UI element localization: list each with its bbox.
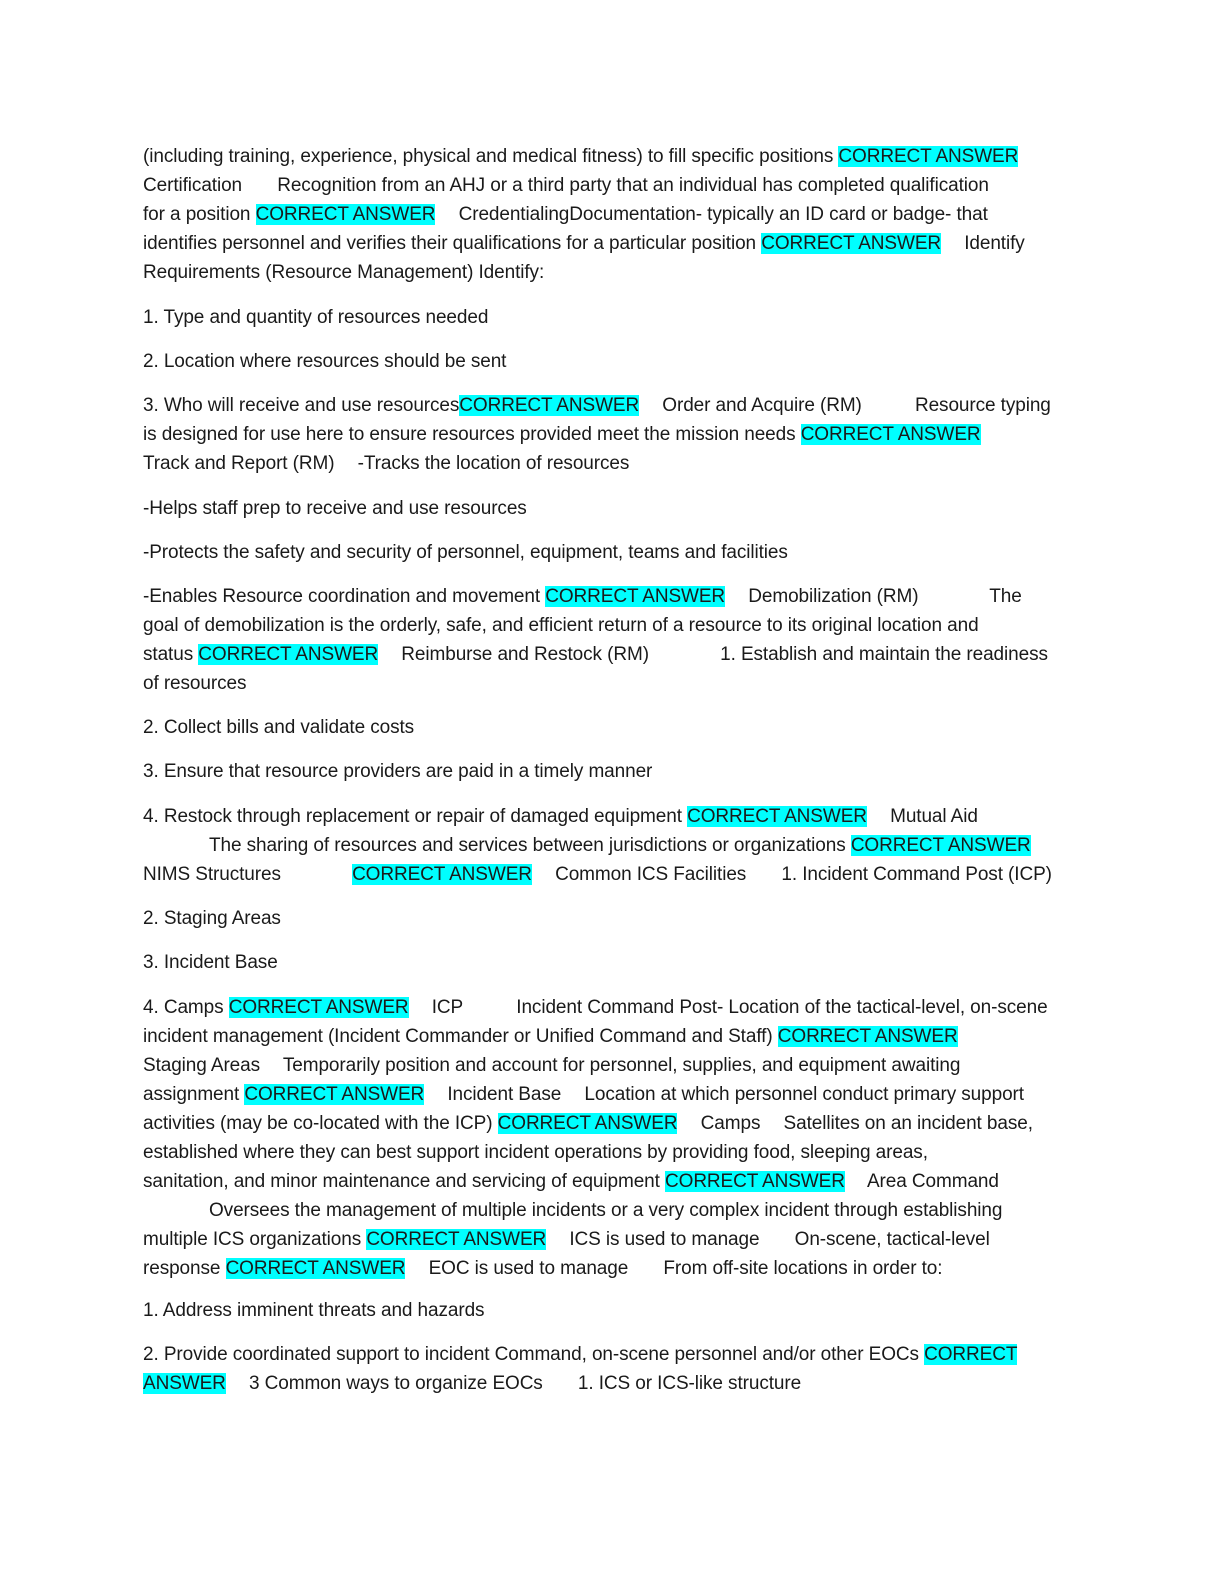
correct-answer-highlight: ANSWER — [143, 1373, 226, 1394]
definition: Oversees the management of multiple incidents or a very complex incident through establishing — [209, 1200, 1003, 1221]
text: (including training, experience, physical and medical fitness) to fill specific positions — [143, 146, 834, 167]
term-incident-base: Incident Base — [447, 1084, 562, 1105]
term-demobilization: Demobilization (RM) — [748, 586, 919, 607]
correct-answer-highlight: CORRECT ANSWER — [352, 864, 532, 885]
list-item: 1. Address imminent threats and hazards — [143, 1300, 485, 1321]
definition: sanitation, and minor maintenance and servicing of equipment — [143, 1171, 660, 1192]
term-mutual-aid: Mutual Aid — [890, 806, 978, 827]
correct-answer-highlight: CORRECT ANSWER — [225, 1258, 406, 1279]
paragraph-mutual-aid — [143, 802, 1078, 889]
text: Requirements (Resource Management) — [143, 262, 474, 283]
definition: incident management (Incident Commander or Unified Command and Staff) — [143, 1026, 773, 1047]
definition: On-scene, tactical-level — [794, 1229, 990, 1250]
correct-answer-highlight: CORRECT ANSWER — [777, 1026, 958, 1047]
term-order-acquire: Order and Acquire (RM) — [662, 395, 862, 416]
correct-answer-highlight: CORRECT ANSWER — [459, 395, 640, 416]
definition: assignment — [143, 1084, 240, 1105]
list-item: 2. Staging Areas — [143, 908, 281, 929]
list-item: 1. ICS or ICS-like structure — [577, 1373, 802, 1394]
paragraph-demobilization — [143, 582, 1078, 698]
term-certification: Certification — [143, 175, 243, 196]
definition: Temporarily position and account for personnel, supplies, and equipment awaiting — [282, 1055, 961, 1076]
correct-answer-highlight: CORRECT ANSWER — [687, 806, 867, 827]
list-item: 1. Incident Command Post (ICP) — [781, 864, 1052, 885]
correct-answer-highlight: CORRECT ANSWER — [838, 146, 1019, 167]
definition: established where they can best support incident operations by providing food, sleeping areas, — [143, 1142, 928, 1163]
text: status — [143, 644, 194, 665]
term-track-report: Track and Report (RM) — [143, 453, 335, 474]
definition: multiple ICS organizations — [143, 1229, 362, 1250]
text: for a position — [143, 204, 251, 225]
definition: Resource typing — [914, 395, 1051, 416]
definition: Recognition from an AHJ or a third party that an individual has completed qualification — [277, 175, 989, 196]
list-item: 2. Provide coordinated support to incident Command, on-scene personnel and/or other EOCs — [143, 1344, 919, 1365]
correct-answer-highlight: CORRECT ANSWER — [255, 204, 436, 225]
correct-answer-highlight: CORRECT ANSWER — [244, 1084, 425, 1105]
correct-answer-highlight: CORRECT ANSWER — [497, 1113, 678, 1134]
definition: goal of demobilization is the orderly, safe, and efficient return of a resource to its original location and — [143, 615, 979, 636]
term-nims-structures: NIMS Structures — [143, 864, 281, 885]
list-item: 3. Incident Base — [143, 952, 278, 973]
paragraph-eoc — [143, 1340, 1078, 1398]
correct-answer-highlight: CORRECT ANSWER — [761, 233, 942, 254]
term-eoc-manage: EOC is used to manage — [428, 1258, 629, 1279]
definition: is designed for use here to ensure resources provided meet the mission needs — [143, 424, 796, 445]
term-identify: Identify — [964, 233, 1025, 254]
correct-answer-highlight: CORRECT — [924, 1344, 1018, 1365]
correct-answer-highlight: CORRECT ANSWER — [665, 1171, 845, 1192]
list-item: -Helps staff prep to receive and use resources — [143, 498, 527, 519]
correct-answer-highlight: CORRECT ANSWER — [228, 997, 409, 1018]
definition: -Tracks the location of resources — [357, 453, 630, 474]
paragraph-qualification — [143, 142, 1078, 287]
text: of resources — [143, 673, 247, 694]
definition: response — [143, 1258, 221, 1279]
correct-answer-highlight: CORRECT ANSWER — [198, 644, 379, 665]
list-item: 2. Location where resources should be sent — [143, 351, 507, 372]
definition: Incident Command Post- Location of the tactical-level, on-scene — [516, 997, 1048, 1018]
definition: Satellites on an incident base, — [783, 1113, 1033, 1134]
correct-answer-highlight: CORRECT ANSWER — [800, 424, 981, 445]
list-item: -Protects the safety and security of personnel, equipment, teams and facilities — [143, 542, 788, 563]
list-item: 1. Type and quantity of resources needed — [143, 307, 489, 328]
term-reimburse-restock: Reimburse and Restock (RM) — [401, 644, 649, 665]
list-item: -Enables Resource coordination and movement — [143, 586, 541, 607]
list-item: 4. Camps — [143, 997, 224, 1018]
list-item: 4. Restock through replacement or repair of damaged equipment — [143, 806, 682, 827]
term-area-command: Area Command — [866, 1171, 999, 1192]
definition: activities (may be co-located with the ICP) — [143, 1113, 493, 1134]
text: Identify: — [478, 262, 545, 283]
correct-answer-highlight: CORRECT ANSWER — [850, 835, 1031, 856]
term-common-ics-facilities: Common ICS Facilities — [555, 864, 747, 885]
term-staging-areas: Staging Areas — [143, 1055, 261, 1076]
text: identifies personnel and verifies their qualifications for a particular position — [143, 233, 757, 254]
list-item: 1. Establish and maintain the readiness — [720, 644, 1048, 665]
paragraph-ics-facilities — [143, 993, 1078, 1283]
term-credentialing: CredentialingDocumentation- typically an ID card or badge- that — [458, 204, 988, 225]
correct-answer-highlight: CORRECT ANSWER — [545, 586, 726, 607]
list-item: 2. Collect bills and validate costs — [143, 717, 415, 738]
definition: The — [989, 586, 1022, 607]
list-item: 3. Ensure that resource providers are paid in a timely manner — [143, 761, 653, 782]
paragraph-order-acquire — [143, 391, 1078, 478]
definition: From off-site locations in order to: — [663, 1258, 943, 1279]
term-ics-manage: ICS is used to manage — [569, 1229, 760, 1250]
term-camps: Camps — [700, 1113, 761, 1134]
definition: Location at which personnel conduct primary support — [584, 1084, 1024, 1105]
definition: The sharing of resources and services between jurisdictions or organizations — [209, 835, 846, 856]
correct-answer-highlight: CORRECT ANSWER — [366, 1229, 547, 1250]
term-eoc-organize: 3 Common ways to organize EOCs — [248, 1373, 543, 1394]
list-item: 3. Who will receive and use resources — [143, 395, 460, 416]
term-icp: ICP — [431, 997, 464, 1018]
